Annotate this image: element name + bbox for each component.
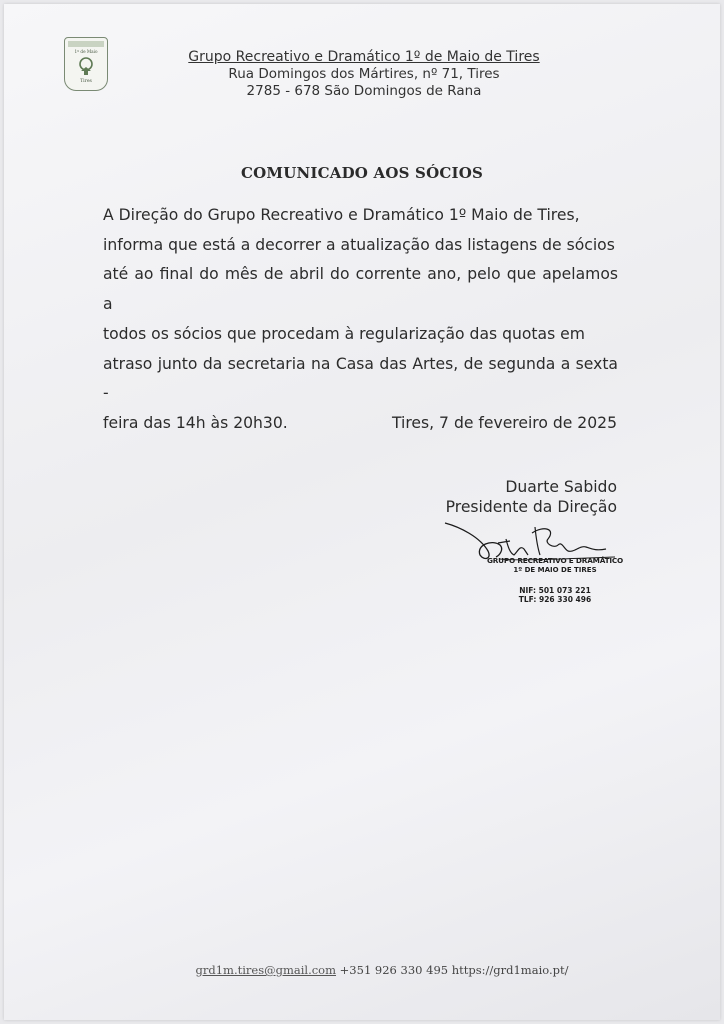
club-crest-logo	[64, 37, 108, 91]
document-title: COMUNICADO AOS SÓCIOS	[240, 164, 483, 182]
svg-text:Tires: Tires	[80, 79, 92, 84]
announcement-body	[103, 201, 618, 439]
stamp-line-1: GRUPO RECREATIVO E DRAMÁTICO	[486, 556, 624, 565]
address-line-1: Rua Domingos dos Mártires, nº 71, Tires	[228, 66, 500, 82]
signer-name: Duarte Sabido	[505, 478, 617, 496]
body-line: todos os sócios que procedam à regularização das quotas em	[103, 324, 585, 343]
body-line: informa que está a decorrer a atualização das listagens de sócios	[103, 235, 615, 254]
body-line: até ao final do mês de abril do corrente ano, pelo que apelamos a	[103, 265, 618, 314]
letterhead	[124, 49, 604, 100]
organization-name: Grupo Recreativo e Dramático 1º de Maio de Tires	[188, 49, 540, 65]
stamp-line-2: 1º DE MAIO DE TIRES	[513, 566, 597, 574]
address-line-2: 2785 - 678 São Domingos de Rana	[246, 83, 482, 99]
stamp-nif: NIF: 501 073 221	[519, 586, 591, 595]
footer-website-link[interactable]: https://grd1maio.pt/	[451, 963, 569, 977]
signer-role: Presidente da Direção	[445, 498, 617, 516]
stamp-phone: TLF: 926 330 496	[518, 595, 592, 604]
body-line: atraso junto da secretaria na Casa das Artes, de segunda a sexta -	[103, 354, 618, 403]
body-line: A Direção do Grupo Recreativo e Dramático 1º Maio de Tires,	[103, 206, 580, 224]
footer-email-link[interactable]: grd1m.tires@gmail.com	[195, 963, 337, 977]
date-line: Tires, 7 de fevereiro de 2025	[391, 414, 617, 432]
footer-contacts	[0, 963, 724, 977]
svg-text:1º de Maio: 1º de Maio	[74, 49, 98, 54]
footer-phone: +351 926 330 495	[339, 963, 449, 977]
body-line: feira das 14h às 20h30.	[103, 413, 288, 432]
organization-stamp	[470, 556, 640, 604]
signer-block	[446, 477, 617, 517]
